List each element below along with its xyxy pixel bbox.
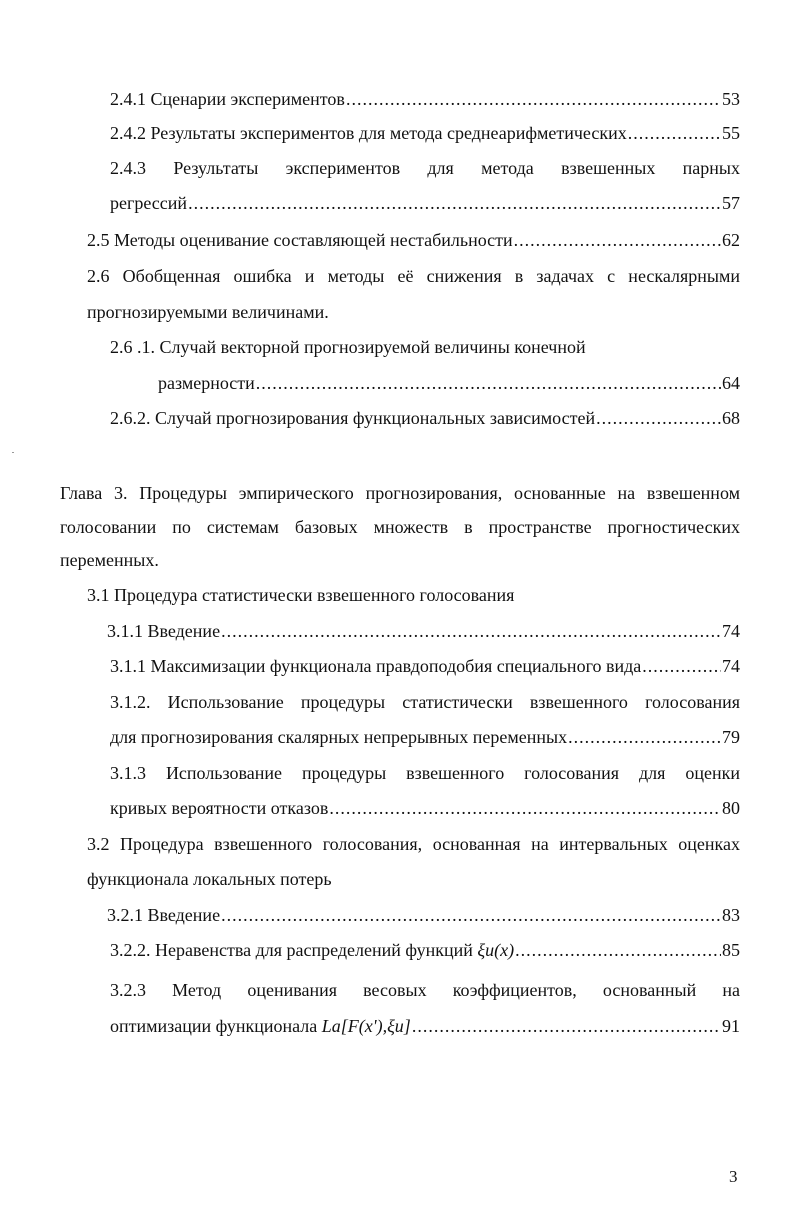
toc-entry-page: 55 xyxy=(722,123,740,143)
toc-entry-2-4-3 xyxy=(110,192,740,214)
toc-dot-leader xyxy=(329,797,721,819)
toc-entry-page: 68 xyxy=(722,408,740,428)
toc-dot-leader xyxy=(515,939,721,961)
toc-entry-page: 80 xyxy=(722,798,740,818)
page-number: 3 xyxy=(729,1167,738,1186)
toc-entry-2-4-1 xyxy=(110,88,740,110)
toc-entry-text: оптимизации функционала xyxy=(110,1016,322,1036)
toc-entry-title: 2.4.1 Сценарии экспериментов xyxy=(110,89,345,109)
functional-formula: La[F(x'),ξu] xyxy=(321,1016,411,1036)
toc-entry-3-1-1-intro xyxy=(107,620,740,642)
toc-entry-3-1-3 xyxy=(110,797,740,819)
toc-entry-3-2-1 xyxy=(107,904,740,926)
toc-dot-leader xyxy=(188,192,721,214)
toc-section-3-2-line2: функционала локальных потерь xyxy=(87,869,332,889)
toc-entry-title: кривых вероятности отказов xyxy=(110,798,329,818)
toc-entry-2-5 xyxy=(87,229,740,251)
toc-entry-3-2-2 xyxy=(110,939,740,961)
toc-entry-3-1-2 xyxy=(110,726,740,748)
toc-dot-leader xyxy=(642,655,721,677)
chapter-3-heading-line2: голосовании по системам базовых множеств в пространстве прогностических xyxy=(60,517,740,537)
toc-dot-leader xyxy=(412,1015,721,1037)
toc-entry-2-6-1 xyxy=(158,372,740,394)
toc-dot-leader xyxy=(514,229,721,251)
toc-entry-3-1-3-line1: 3.1.3 Использование процедуры взвешенного голосования для оценки xyxy=(110,763,740,783)
toc-entry-title: 3.1.1 Максимизации функционала правдоподобия специального вида xyxy=(110,656,642,676)
toc-section-3-1: 3.1 Процедура статистически взвешенного голосования xyxy=(87,585,515,605)
toc-entry-page: 79 xyxy=(722,727,740,747)
toc-entry-text: 3.2.2. Неравенства для распределений функций xyxy=(110,940,478,960)
toc-entry-title xyxy=(110,1015,411,1037)
toc-dot-leader xyxy=(628,122,721,144)
toc-entry-page: 85 xyxy=(722,940,740,960)
toc-entry-2-4-2 xyxy=(110,122,740,144)
toc-entry-2-6-2 xyxy=(110,407,740,429)
toc-section-2-6-line1: 2.6 Обобщенная ошибка и методы её снижения в задачах с нескалярными xyxy=(87,266,740,286)
toc-entry-page: 53 xyxy=(722,89,740,109)
toc-entry-page: 74 xyxy=(722,656,740,676)
toc-dot-leader xyxy=(256,372,721,394)
toc-entry-2-6-1-line1: 2.6 .1. Случай векторной прогнозируемой величины конечной xyxy=(110,337,586,357)
toc-entry-page: 57 xyxy=(722,193,740,213)
toc-entry-page: 62 xyxy=(722,230,740,250)
xi-function-formula: ξu(x) xyxy=(477,940,515,960)
toc-entry-page: 64 xyxy=(722,373,740,393)
toc-entry-page: 83 xyxy=(722,905,740,925)
toc-dot-leader xyxy=(596,407,721,429)
toc-dot-leader xyxy=(221,620,721,642)
toc-dot-leader xyxy=(568,726,721,748)
toc-entry-title: 2.5 Методы оценивание составляющей нестабильности xyxy=(87,230,513,250)
toc-entry-title xyxy=(110,939,514,961)
toc-dot-leader xyxy=(221,904,721,926)
toc-entry-3-1-2-line1: 3.1.2. Использование процедуры статистически взвешенного голосования xyxy=(110,692,740,712)
toc-entry-title: регрессий xyxy=(110,193,188,213)
toc-entry-title: 3.2.1 Введение xyxy=(107,905,221,925)
toc-entry-title: 2.4.2 Результаты экспериментов для метода среднеарифметических xyxy=(110,123,627,143)
toc-entry-2-4-3-line1: 2.4.3 Результаты экспериментов для метода взвешенных парных xyxy=(110,158,740,178)
toc-entry-title: 3.1.1 Введение xyxy=(107,621,221,641)
toc-section-2-6-line2: прогнозируемыми величинами. xyxy=(87,302,329,322)
toc-entry-title: размерности xyxy=(158,373,255,393)
chapter-3-heading-line1: Глава 3. Процедуры эмпирического прогнозирования, основанные на взвешенном xyxy=(60,483,740,503)
toc-dot-leader xyxy=(346,88,721,110)
toc-section-3-2-line1: 3.2 Процедура взвешенного голосования, основанная на интервальных оценках xyxy=(87,834,740,854)
toc-entry-3-1-1 xyxy=(110,655,740,677)
chapter-3-heading-line3: переменных. xyxy=(60,550,159,570)
scan-mark xyxy=(12,452,14,453)
toc-entry-3-2-3-line1: 3.2.3 Метод оценивания весовых коэффициентов, основанный на xyxy=(110,980,740,1000)
toc-entry-title: 2.6.2. Случай прогнозирования функциональных зависимостей xyxy=(110,408,596,428)
toc-entry-page: 74 xyxy=(722,621,740,641)
toc-entry-title: для прогнозирования скалярных непрерывных переменных xyxy=(110,727,568,747)
toc-entry-3-2-3 xyxy=(110,1015,740,1037)
toc-entry-page: 91 xyxy=(722,1016,740,1036)
